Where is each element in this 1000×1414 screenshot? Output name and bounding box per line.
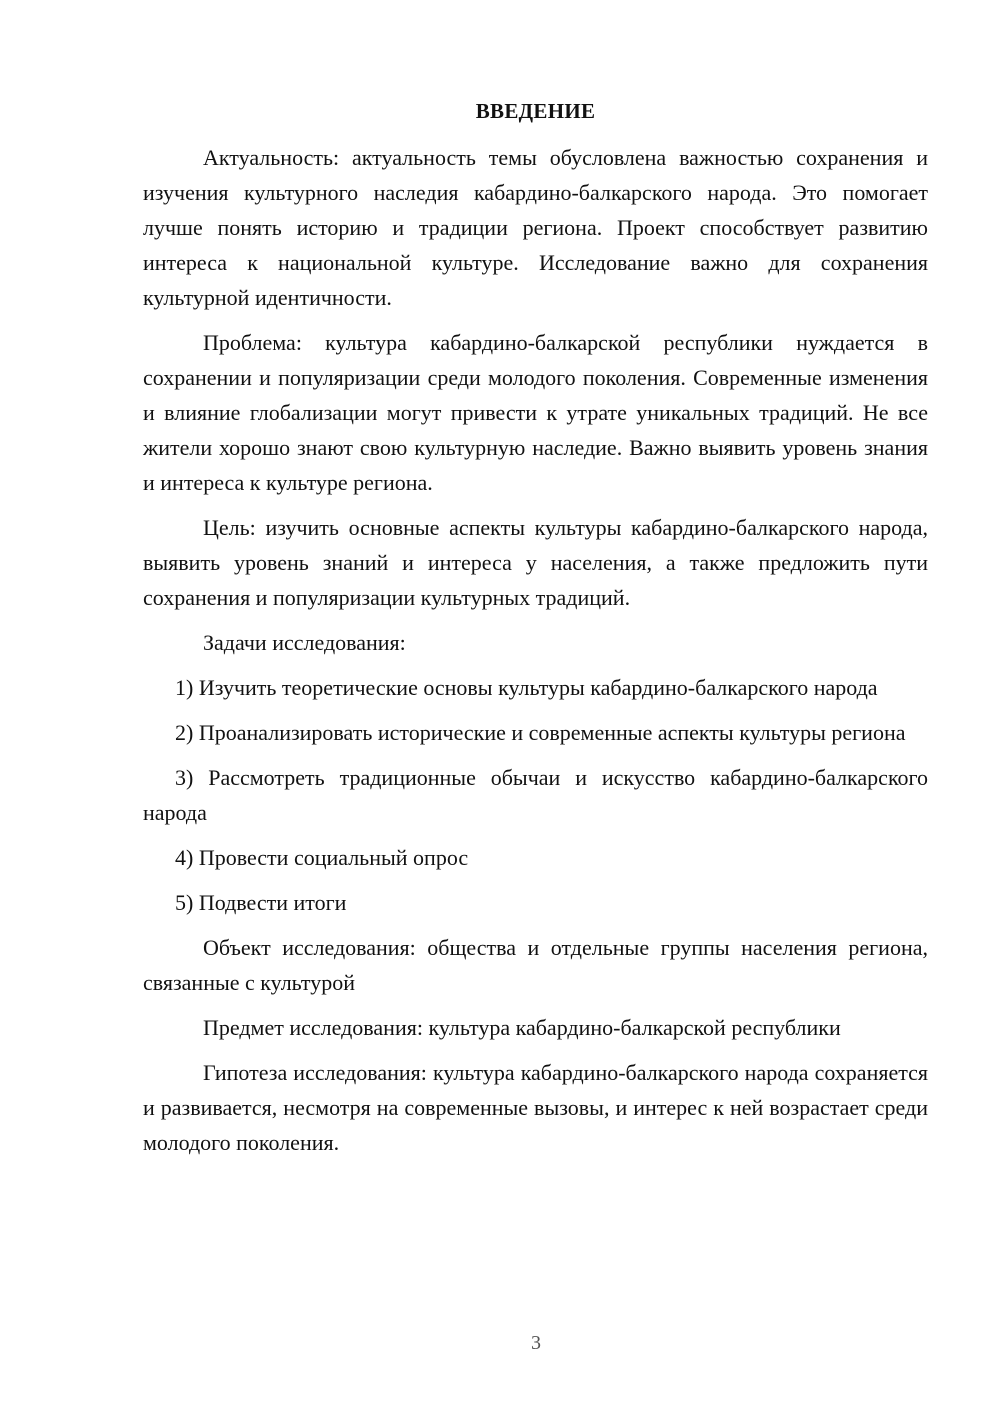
- paragraph-goal: Цель: изучить основные аспекты культуры кабардино-балкарского народа, выявить уровень знаний и интереса у населения, а также предложить пути сохранения и популяризации культурных традиций.: [143, 515, 928, 610]
- page-title: ВВЕДЕНИЕ: [475, 99, 596, 123]
- page-number: 3: [531, 1332, 541, 1354]
- paragraph-relevance: Актуальность: актуальность темы обусловлена важностью сохранения и изучения культурного наследия кабардино-балкарского народа. Это помогает лучше понять историю и традиции региона. Проект способствует развитию интереса к национальной культуре. Исследование важно для сохранения культурной идентичности.: [143, 145, 928, 310]
- paragraph-tasks-title: Задачи исследования:: [203, 630, 406, 655]
- paragraph-object: Объект исследования: общества и отдельные группы населения региона, связанные с культурой: [143, 935, 928, 995]
- paragraph-hypothesis: Гипотеза исследования: культура кабардино-балкарского народа сохраняется и развивается, несмотря на современные вызовы, и интерес к ней возрастает среди молодого поколения.: [143, 1060, 928, 1155]
- task-item-3: 3) Рассмотреть традиционные обычаи и искусство кабардино-балкарского народа: [143, 765, 928, 825]
- task-item-1: 1) Изучить теоретические основы культуры кабардино-балкарского народа: [175, 675, 878, 700]
- paragraph-subject: Предмет исследования: культура кабардино-балкарской республики: [203, 1015, 841, 1040]
- document-page: [143, 96, 928, 1170]
- task-item-4: 4) Провести социальный опрос: [175, 845, 469, 870]
- paragraph-problem: Проблема: культура кабардино-балкарской республики нуждается в сохранении и популяризации среди молодого поколения. Современные изменения и влияние глобализации могут привести к утрате уникальных традиций. Не все жители хорошо знают свою культурную наследие. Важно выявить уровень знания и интереса к культуре региона.: [143, 330, 928, 495]
- task-item-5: 5) Подвести итоги: [175, 890, 347, 915]
- task-item-2: 2) Проанализировать исторические и современные аспекты культуры региона: [175, 720, 906, 745]
